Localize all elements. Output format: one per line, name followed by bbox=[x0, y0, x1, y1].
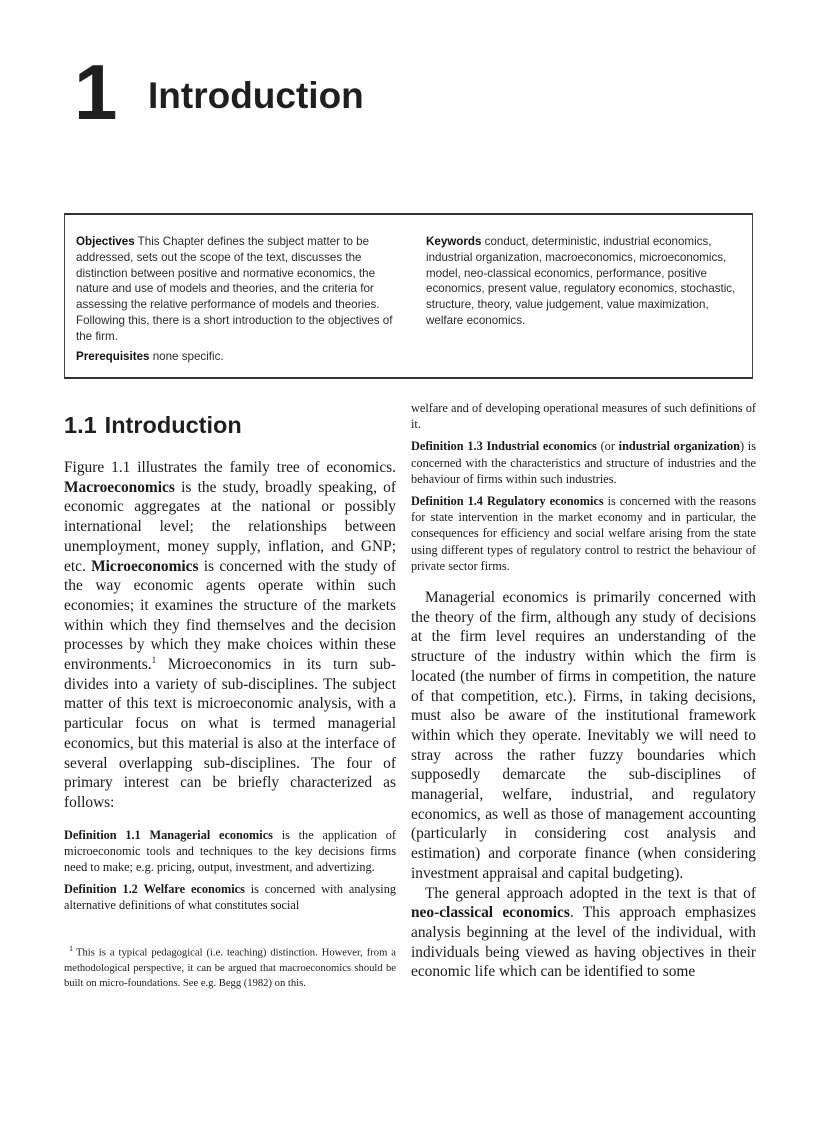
definition-1-4 bbox=[411, 493, 756, 574]
definition-label: Definition 1.3 bbox=[411, 439, 483, 454]
definition-label: Definition 1.4 bbox=[411, 494, 483, 509]
definition-text: ) is concerned with the characteristics and structure of industries and the behaviour of firms within such industries. bbox=[411, 439, 757, 486]
definition-term: Industrial economics bbox=[486, 439, 597, 454]
chapter-number: 1 bbox=[74, 48, 116, 136]
chapter-title: Introduction bbox=[148, 75, 364, 116]
right-body bbox=[411, 588, 756, 982]
text-run: is concerned with the study of the way economic agents operate within such economies; it examines the structure of the markets within which they find themselves and the decision processes by which they make choices within these environments. bbox=[64, 557, 397, 674]
term-neo-classical: neo-classical economics bbox=[411, 904, 570, 922]
definition-1-1 bbox=[64, 827, 396, 876]
objectives-column bbox=[76, 234, 409, 364]
footnote-mark: 1 bbox=[69, 943, 73, 953]
right-column bbox=[411, 400, 756, 982]
intro-paragraph bbox=[64, 458, 396, 813]
text-run: The general approach adopted in the text is that of bbox=[425, 884, 756, 902]
section-heading bbox=[64, 410, 396, 440]
section-number: 1.1 bbox=[64, 412, 97, 438]
term-macroeconomics: Macroeconomics bbox=[64, 478, 175, 496]
managerial-economics-paragraph: Managerial economics is primarily concerned with the theory of the firm, although any study of decisions at the firm level requires an understanding of the structure of the industry within which the firm is located (the number of firms in competition, the nature of that competition, etc.). Firms, in taking decisions, must also be aware of the institutional framework within which they operate. Inevitably we will need to stray across the rather fuzzy boundaries which supposedly demarcate the sub-disciplines of managerial, welfare, industrial, and regulatory economics, as well as those of management accounting (particularly in considering cost analysis and estimation) and corporate finance (when considering investment appraisal and capital budgeting). bbox=[411, 589, 756, 882]
definition-1-3 bbox=[411, 438, 756, 487]
keywords-column bbox=[426, 234, 748, 329]
definition-term: industrial organization bbox=[618, 439, 740, 454]
footnote-text: This is a typical pedagogical (i.e. teaching) distinction. However, from a methodological perspective, it can be argued that macroeconomics should be built on micro-foundations. See e.g. Begg (1982) on this. bbox=[64, 947, 396, 990]
objectives-paragraph bbox=[76, 234, 409, 345]
definition-term: Managerial economics bbox=[149, 827, 273, 842]
objectives-box bbox=[64, 213, 753, 379]
objectives-label: Objectives bbox=[76, 235, 135, 248]
definition-text: is concerned with the reasons for state intervention in the market economy and in particular, the consequences for efficiency and social welfare arising from the state using different types of regulatory control to restrict the behaviour of private sector firms. bbox=[411, 494, 756, 573]
approach-paragraph bbox=[411, 884, 756, 983]
text-run: . This approach emphasizes analysis beginning at the level of the individual, with individuals being viewed as having objectives in their economic life which can be identified to some bbox=[411, 904, 756, 981]
section-title: Introduction bbox=[104, 412, 242, 438]
definition-1-2 bbox=[64, 881, 396, 913]
definition-1-2-continued bbox=[411, 400, 756, 432]
term-microeconomics: Microeconomics bbox=[91, 557, 199, 575]
keywords-paragraph bbox=[426, 234, 748, 329]
footnote-reference[interactable]: 1 bbox=[151, 654, 157, 665]
definition-text: welfare and of developing operational measures of such definitions of it. bbox=[411, 401, 756, 432]
definition-term: Regulatory economics bbox=[486, 494, 604, 509]
left-column bbox=[64, 400, 396, 991]
text-run: is the study, broadly speaking, of economic aggregates at the national or possibly international level; the relationships between unemployment, money supply, inflation, and GNP; etc. bbox=[64, 478, 396, 575]
definition-term: Welfare economics bbox=[143, 882, 245, 897]
keywords-label: Keywords bbox=[426, 235, 482, 248]
definition-text: (or bbox=[596, 439, 619, 454]
prerequisites-text: none specific. bbox=[152, 349, 224, 363]
definition-text: is concerned with analysing alternative definitions of what constitutes social bbox=[64, 882, 396, 913]
objectives-text: This Chapter defines the subject matter to be addressed, sets out the scope of the text, discusses the distinction between positive and normative economics, the nature and use of models and theories, and the criteria for assessing the relative performance of models and theories. Following this, there is a short introduction to the objectives of the firm. bbox=[76, 235, 393, 343]
definition-text: is the application of microeconomic tools and techniques to the key decisions firms need to make; e.g. pricing, output, investment, and advertizing. bbox=[64, 827, 396, 875]
keywords-text: conduct, deterministic, industrial economics, industrial organization, macroeconomics, microeconomics, model, neo-classical economics, performance, positive economics, present value, regulatory economics, stochastic, structure, theory, value judgement, value maximization, welfare economics. bbox=[426, 235, 736, 327]
prerequisites-paragraph bbox=[76, 349, 409, 365]
definition-label: Definition 1.2 bbox=[64, 882, 138, 897]
text-run: Figure 1.1 illustrates the family tree of economics. bbox=[64, 459, 396, 476]
prerequisites-label: Prerequisites bbox=[76, 349, 150, 363]
footnote bbox=[64, 941, 396, 992]
definition-label: Definition 1.1 bbox=[64, 827, 141, 842]
text-run: Microeconomics in its turn sub-divides into a variety of sub-disciplines. The subject matter of this text is microeconomic analysis, with a particular focus on what is termed managerial economics, but this material is also at the interface of several overlapping sub-disciplines. The four of primary interest can be briefly characterized as follows: bbox=[64, 656, 396, 811]
